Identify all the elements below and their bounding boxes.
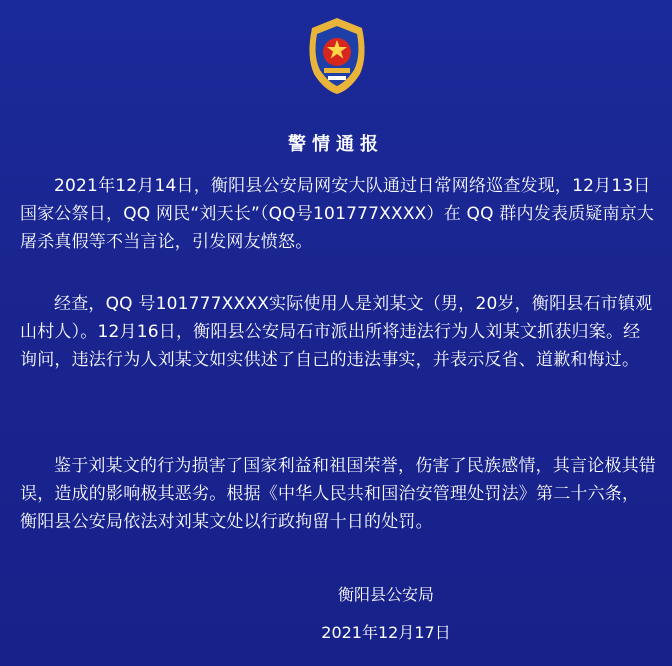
notice-title: 警情通报	[288, 134, 384, 155]
paragraph-3: 鉴于刘某文的行为损害了国家利益和祖国荣誉，伤害了民族感情，其言论极其错误，造成的影响极其恶劣。根据《中华人民共和国治安管理处罚法》第二十六条，衡阳县公安局依法对刘某文处以行政拘留十日的处罚。	[20, 456, 656, 532]
issuer: 衡阳县公安局	[337, 585, 434, 604]
paragraph-1: 2021年12月14日，衡阳县公安局网安大队通过日常网络巡查发现，12月13日国家公祭日，QQ 网民“刘天长”（QQ号101777XXXX）在 QQ 群内发表质疑南京大屠杀真假等不当言论，引发网友愤怒。	[20, 176, 655, 252]
paragraph-2: 经查，QQ 号101777XXXX实际使用人是刘某文（男，20岁，衡阳县石市镇观山村人）。12月16日，衡阳县公安局石市派出所将违法行为人刘某文抓获归案。经询问，违法行为人刘某文如实供述了自己的违法事实，并表示反省、道歉和悔过。	[20, 294, 653, 370]
issue-date: 2021年12月17日	[321, 623, 451, 642]
police-emblem-icon	[302, 16, 372, 96]
